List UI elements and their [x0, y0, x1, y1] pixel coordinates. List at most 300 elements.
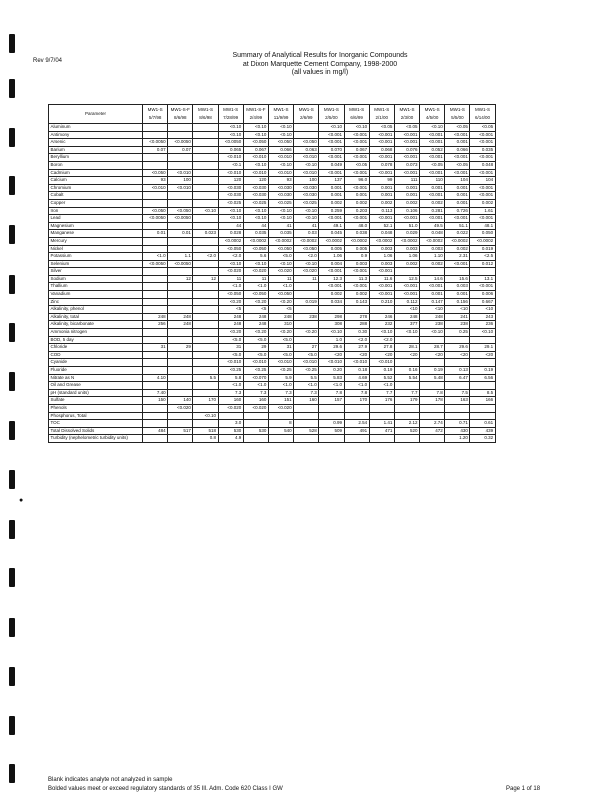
- result-value: 160: [218, 397, 243, 405]
- column-sample-date: 5/7/98: [148, 115, 162, 120]
- punch-hole: [9, 79, 15, 98]
- result-value: 44: [243, 222, 268, 230]
- result-value: <0.020: [168, 404, 193, 412]
- result-value: 166: [470, 397, 495, 405]
- result-value: <2.0: [193, 253, 218, 261]
- result-value: <0.030: [218, 184, 243, 192]
- result-value: [193, 237, 218, 245]
- result-value: <0.0050: [143, 139, 168, 147]
- result-value: [394, 382, 419, 390]
- table-row: [49, 253, 496, 261]
- result-value: <20: [394, 351, 419, 359]
- result-value: <0.0002: [420, 237, 445, 245]
- result-value: <0.010: [218, 154, 243, 162]
- result-value: 0.112: [394, 298, 419, 306]
- parameter-name: Antimony: [49, 131, 143, 139]
- parameter-name: Total Dissolved Solids: [49, 427, 143, 435]
- result-value: 0.07: [168, 146, 193, 154]
- result-value: <0.20: [268, 298, 293, 306]
- result-value: 150: [143, 397, 168, 405]
- result-value: <0.001: [319, 268, 344, 276]
- table-row: [49, 245, 496, 253]
- result-value: <0.10: [193, 412, 218, 420]
- result-value: [143, 382, 168, 390]
- parameter-name: Nickel: [49, 245, 143, 253]
- result-value: [143, 306, 168, 314]
- result-value: <0.20: [218, 329, 243, 337]
- result-value: 12: [168, 275, 193, 283]
- result-value: 243: [470, 313, 495, 321]
- result-value: 0.001: [344, 192, 369, 200]
- result-value: <0.001: [470, 184, 495, 192]
- result-value: 0.01: [143, 230, 168, 238]
- result-value: <0.001: [470, 131, 495, 139]
- result-value: 248: [143, 313, 168, 321]
- result-value: <1.0: [369, 382, 394, 390]
- result-value: <0.25: [294, 367, 319, 375]
- result-value: 0.048: [420, 230, 445, 238]
- table-row: [49, 268, 496, 276]
- result-value: <0.001: [445, 260, 470, 268]
- column-header: [168, 105, 193, 124]
- result-value: [470, 268, 495, 276]
- result-value: [168, 435, 193, 443]
- table-row: [49, 420, 496, 428]
- result-value: <0.010: [268, 169, 293, 177]
- result-value: 0.003: [344, 260, 369, 268]
- result-value: <0.010: [369, 359, 394, 367]
- result-value: <0.10: [294, 215, 319, 223]
- result-value: [470, 336, 495, 344]
- parameter-name: Magnesium: [49, 222, 143, 230]
- table-row: [49, 412, 496, 420]
- result-value: <0.010: [218, 359, 243, 367]
- column-well-id: MW1-S: [223, 107, 239, 112]
- result-value: 0.073: [394, 161, 419, 169]
- result-value: 0.001: [420, 291, 445, 299]
- parameter-name: Thallium: [49, 283, 143, 291]
- parameter-name: Alkalinity, phenol: [49, 306, 143, 314]
- table-row: [49, 306, 496, 314]
- punch-hole: [9, 128, 15, 147]
- result-value: 1.41: [369, 420, 394, 428]
- result-value: <2.0: [294, 253, 319, 261]
- parameter-name: pH (standard units): [49, 389, 143, 397]
- result-value: <0.10: [268, 131, 293, 139]
- result-value: [193, 131, 218, 139]
- result-value: [420, 336, 445, 344]
- result-value: 0.210: [369, 298, 394, 306]
- result-value: <5.0: [243, 336, 268, 344]
- result-value: <0.0002: [243, 237, 268, 245]
- result-value: 0.005: [344, 245, 369, 253]
- result-value: 0.106: [394, 207, 419, 215]
- result-value: [193, 154, 218, 162]
- result-value: <0.050: [218, 291, 243, 299]
- table-row: [49, 215, 496, 223]
- result-value: [143, 268, 168, 276]
- result-value: [319, 306, 344, 314]
- result-value: <0.001: [420, 154, 445, 162]
- result-value: <0.001: [445, 169, 470, 177]
- result-value: 0.30: [344, 329, 369, 337]
- result-value: 0.070: [319, 146, 344, 154]
- result-value: 7.3: [294, 389, 319, 397]
- result-value: 151: [268, 397, 293, 405]
- result-value: [168, 245, 193, 253]
- result-value: 0.259: [319, 207, 344, 215]
- result-value: 0.052: [420, 146, 445, 154]
- parameter-name: Arsenic: [49, 139, 143, 147]
- result-value: <0.001: [344, 169, 369, 177]
- result-value: [193, 404, 218, 412]
- result-value: 111: [394, 177, 419, 185]
- result-value: 484: [143, 427, 168, 435]
- parameter-name: Cobalt: [49, 192, 143, 200]
- result-value: 7.3: [218, 389, 243, 397]
- result-value: [193, 329, 218, 337]
- result-value: <0.001: [369, 169, 394, 177]
- result-value: [193, 306, 218, 314]
- result-value: [143, 131, 168, 139]
- column-header: [319, 105, 344, 124]
- result-value: 160: [294, 397, 319, 405]
- result-value: [143, 245, 168, 253]
- table-row: [49, 404, 496, 412]
- result-value: <0.0050: [168, 215, 193, 223]
- result-value: [193, 260, 218, 268]
- result-value: <20: [344, 351, 369, 359]
- result-value: 0.050: [470, 230, 495, 238]
- result-value: 0.667: [470, 298, 495, 306]
- table-row: [49, 124, 496, 132]
- result-value: 0.002: [344, 199, 369, 207]
- result-value: <0.001: [344, 283, 369, 291]
- result-value: 41: [294, 222, 319, 230]
- result-value: [168, 131, 193, 139]
- result-value: <0.001: [470, 154, 495, 162]
- result-value: 238: [294, 313, 319, 321]
- parameter-name: Copper: [49, 199, 143, 207]
- result-value: <0.10: [394, 329, 419, 337]
- result-value: <0.001: [344, 154, 369, 162]
- result-value: 29.1: [470, 344, 495, 352]
- result-value: 163: [445, 397, 470, 405]
- result-value: 27: [294, 344, 319, 352]
- result-value: 0.048: [470, 161, 495, 169]
- parameter-name: Phosphorus, Total: [49, 412, 143, 420]
- result-value: [143, 291, 168, 299]
- result-value: 246: [369, 313, 394, 321]
- result-value: 4.10: [143, 374, 168, 382]
- result-value: 100: [168, 177, 193, 185]
- result-value: <0.1: [218, 161, 243, 169]
- result-value: [193, 169, 218, 177]
- result-value: 29.6: [319, 344, 344, 352]
- table-row: [49, 321, 496, 329]
- result-value: [294, 283, 319, 291]
- result-value: 0.19: [369, 367, 394, 375]
- result-value: [344, 412, 369, 420]
- result-value: 140: [168, 397, 193, 405]
- result-value: <0.001: [394, 283, 419, 291]
- result-value: <0.10: [268, 161, 293, 169]
- result-value: [193, 351, 218, 359]
- result-value: 0.066: [445, 146, 470, 154]
- result-value: 248: [243, 321, 268, 329]
- result-value: <5.0: [268, 336, 293, 344]
- result-value: <0.001: [420, 192, 445, 200]
- result-value: 0.029: [394, 230, 419, 238]
- result-value: [294, 321, 319, 329]
- parameter-name: Chromium: [49, 184, 143, 192]
- parameter-name: Nitrate as N: [49, 374, 143, 382]
- column-header: [445, 105, 470, 124]
- result-value: 236: [470, 321, 495, 329]
- result-value: 248: [420, 313, 445, 321]
- result-value: [294, 336, 319, 344]
- result-value: [168, 222, 193, 230]
- result-value: 28.7: [420, 344, 445, 352]
- result-value: <0.025: [294, 199, 319, 207]
- result-value: <0.001: [420, 169, 445, 177]
- result-value: 238: [420, 321, 445, 329]
- result-value: [394, 336, 419, 344]
- result-value: 232: [369, 321, 394, 329]
- parameter-name: Lead: [49, 215, 143, 223]
- result-value: 471: [369, 427, 394, 435]
- result-value: 0.045: [319, 230, 344, 238]
- result-value: 31: [218, 344, 243, 352]
- result-value: 0.002: [394, 199, 419, 207]
- result-value: 48.0: [344, 222, 369, 230]
- result-value: 288: [344, 321, 369, 329]
- result-value: <0.001: [420, 283, 445, 291]
- result-value: [294, 124, 319, 132]
- result-value: 1.1: [168, 253, 193, 261]
- result-value: <0.001: [445, 154, 470, 162]
- results-table: [48, 104, 496, 443]
- result-value: [193, 184, 218, 192]
- column-sample-date: 8/6/98: [174, 115, 187, 120]
- result-value: 520: [394, 427, 419, 435]
- result-value: [168, 237, 193, 245]
- result-value: <0.10: [218, 124, 243, 132]
- result-value: [193, 139, 218, 147]
- result-value: 11: [243, 275, 268, 283]
- result-value: 0.028: [218, 230, 243, 238]
- result-value: 0.002: [470, 199, 495, 207]
- binder-edge-mark: ●: [19, 497, 24, 504]
- result-value: 248: [268, 313, 293, 321]
- result-value: 48.1: [470, 222, 495, 230]
- punch-hole: [9, 618, 15, 637]
- result-value: [369, 412, 394, 420]
- result-value: <20: [470, 351, 495, 359]
- page-number: Page 1 of 18: [506, 786, 541, 792]
- result-value: 5.5: [294, 374, 319, 382]
- table-row: [49, 192, 496, 200]
- result-value: 472: [420, 427, 445, 435]
- result-value: 51.1: [445, 222, 470, 230]
- result-value: <0.001: [319, 215, 344, 223]
- result-value: 256: [143, 321, 168, 329]
- result-value: 0.067: [243, 146, 268, 154]
- result-value: <0.050: [268, 139, 293, 147]
- result-value: [243, 435, 268, 443]
- result-value: <0.010: [319, 359, 344, 367]
- result-value: 0.066: [268, 146, 293, 154]
- result-value: <0.001: [420, 215, 445, 223]
- column-header: [243, 105, 268, 124]
- result-value: 308: [319, 321, 344, 329]
- result-value: 0.143: [344, 298, 369, 306]
- result-value: <0.050: [268, 291, 293, 299]
- result-value: [168, 283, 193, 291]
- result-value: [445, 412, 470, 420]
- result-value: [168, 161, 193, 169]
- table-row: [49, 184, 496, 192]
- result-value: 11.3: [344, 275, 369, 283]
- result-value: 0.002: [420, 199, 445, 207]
- result-value: <0.010: [243, 359, 268, 367]
- result-value: <0.030: [268, 184, 293, 192]
- result-value: <0.10: [319, 124, 344, 132]
- result-value: <0.10: [218, 260, 243, 268]
- parameter-name: Manganese: [49, 230, 143, 238]
- result-value: <0.10: [243, 215, 268, 223]
- result-value: [143, 412, 168, 420]
- result-value: 5.5: [193, 374, 218, 382]
- result-value: [143, 275, 168, 283]
- result-value: <0.05: [445, 124, 470, 132]
- result-value: <0.10: [243, 124, 268, 132]
- column-well-id: MW1-S: [374, 107, 390, 112]
- result-value: [193, 161, 218, 169]
- result-value: <0.001: [319, 139, 344, 147]
- result-value: 238: [445, 321, 470, 329]
- result-value: [369, 404, 394, 412]
- result-value: <20: [420, 351, 445, 359]
- result-value: 0.003: [394, 245, 419, 253]
- table-row: [49, 382, 496, 390]
- punch-hole: [9, 34, 15, 53]
- result-value: <0.0002: [344, 237, 369, 245]
- result-value: [168, 412, 193, 420]
- result-value: <0.010: [268, 154, 293, 162]
- result-value: 7.3: [243, 389, 268, 397]
- result-value: <0.001: [319, 169, 344, 177]
- result-value: <5.0: [268, 351, 293, 359]
- result-value: [394, 359, 419, 367]
- result-value: 248: [218, 313, 243, 321]
- table-header-row: [49, 105, 496, 124]
- result-value: 530: [243, 427, 268, 435]
- result-value: [193, 177, 218, 185]
- footnote-bold-values: Bolded values meet or exceed regulatory standards of 35 Ill. Adm. Code 620 Class I GW: [48, 786, 283, 792]
- result-value: <0.010: [268, 359, 293, 367]
- result-value: <0.10: [344, 124, 369, 132]
- table-row: [49, 169, 496, 177]
- result-value: 248: [168, 313, 193, 321]
- result-value: <0.0002: [218, 237, 243, 245]
- result-value: [394, 268, 419, 276]
- result-value: [243, 420, 268, 428]
- column-well-id: MW1-S-F: [170, 107, 190, 112]
- result-value: [193, 245, 218, 253]
- result-value: [168, 124, 193, 132]
- result-value: 0.18: [344, 367, 369, 375]
- result-value: <0.10: [294, 207, 319, 215]
- result-value: [294, 420, 319, 428]
- result-value: 491: [344, 427, 369, 435]
- result-value: 100: [294, 177, 319, 185]
- result-value: [143, 237, 168, 245]
- result-value: [168, 298, 193, 306]
- result-value: <5.0: [218, 351, 243, 359]
- result-value: <0.05: [420, 161, 445, 169]
- table-row: [49, 207, 496, 215]
- result-value: 0.001: [319, 192, 344, 200]
- result-value: <0.001: [319, 154, 344, 162]
- result-value: [319, 404, 344, 412]
- result-value: 5.54: [394, 374, 419, 382]
- parameter-name: TOC: [49, 420, 143, 428]
- result-value: <0.20: [243, 329, 268, 337]
- result-value: <0.020: [268, 404, 293, 412]
- result-value: <0.001: [470, 283, 495, 291]
- result-value: 0.147: [420, 298, 445, 306]
- result-value: 0.25: [445, 329, 470, 337]
- result-value: 439: [470, 427, 495, 435]
- result-value: <0.20: [294, 329, 319, 337]
- result-value: 0.002: [344, 291, 369, 299]
- result-value: 44: [218, 222, 243, 230]
- result-value: 104: [445, 177, 470, 185]
- result-value: [294, 404, 319, 412]
- result-value: 2.12: [394, 420, 419, 428]
- result-value: <0.25: [218, 367, 243, 375]
- result-value: 0.002: [319, 291, 344, 299]
- result-value: <0.001: [420, 131, 445, 139]
- punch-hole: [9, 225, 15, 244]
- result-value: 157: [319, 397, 344, 405]
- result-value: 178: [420, 397, 445, 405]
- table-row: [49, 313, 496, 321]
- result-value: <0.10: [218, 215, 243, 223]
- result-value: <0.0050: [168, 139, 193, 147]
- result-value: 0.001: [445, 139, 470, 147]
- result-value: <0.020: [243, 404, 268, 412]
- result-value: <0.020: [294, 268, 319, 276]
- parameter-name: Silver: [49, 268, 143, 276]
- punch-hole: [9, 323, 15, 342]
- table-row: [49, 435, 496, 443]
- result-value: 0.001: [394, 184, 419, 192]
- parameter-name: Boron: [49, 161, 143, 169]
- result-value: 3.0: [218, 420, 243, 428]
- result-value: <0.20: [218, 298, 243, 306]
- result-value: <5: [268, 306, 293, 314]
- column-well-id: MW1-S: [273, 107, 289, 112]
- result-value: [193, 268, 218, 276]
- result-value: <0.0002: [294, 237, 319, 245]
- result-value: [168, 329, 193, 337]
- result-value: [193, 199, 218, 207]
- result-value: 0.281: [420, 207, 445, 215]
- result-value: <0.010: [168, 184, 193, 192]
- result-value: [168, 351, 193, 359]
